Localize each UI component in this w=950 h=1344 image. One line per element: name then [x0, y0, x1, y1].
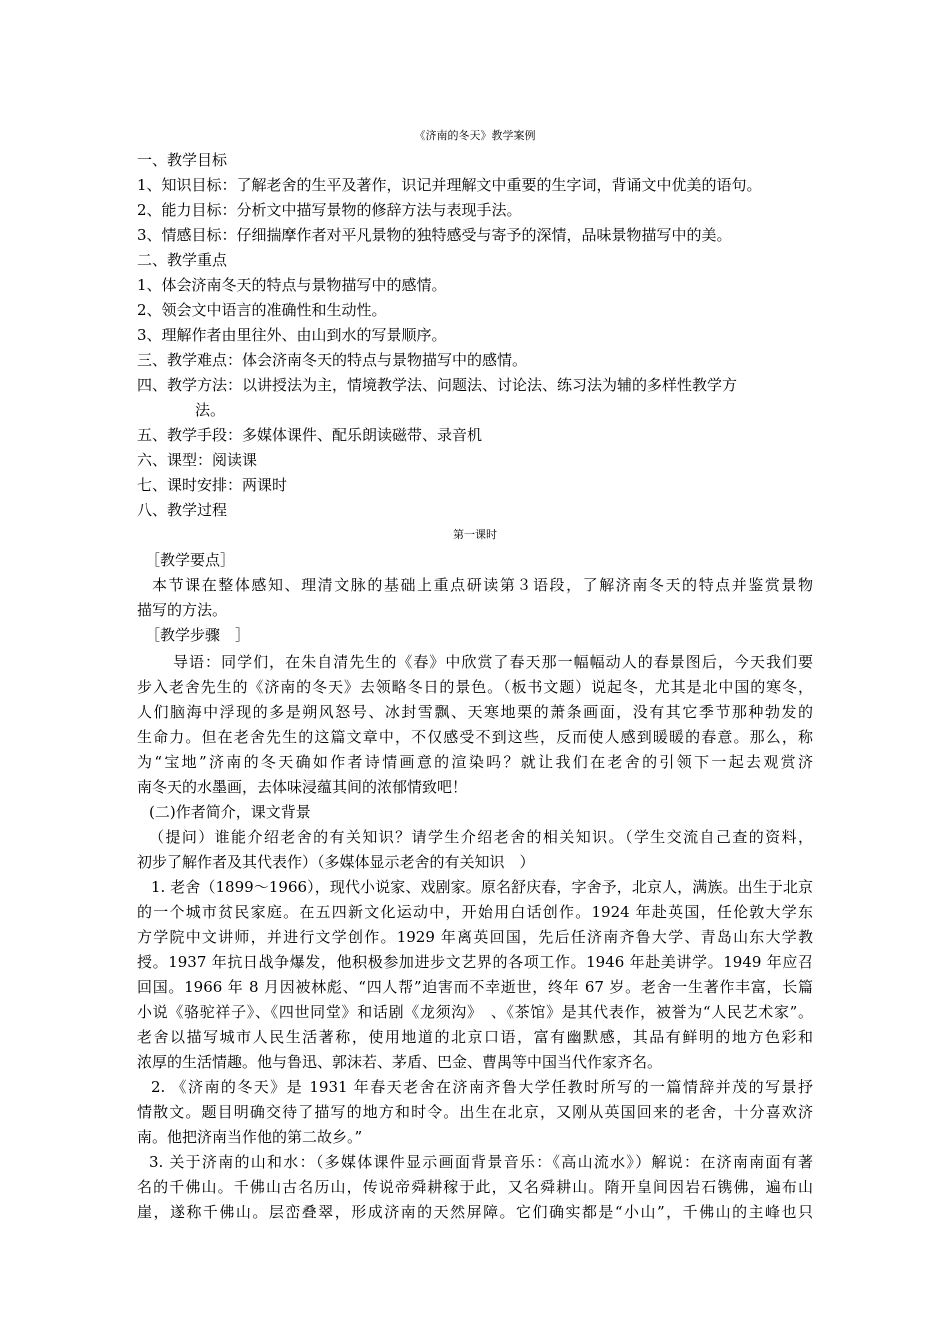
question-line: （提问）谁能介绍老舍的有关知识？请学生介绍老舍的相关知识。（学生交流自己查的资料，	[149, 828, 813, 846]
section-process: 八、教学过程	[137, 501, 228, 519]
section-difficulty: 三、教学难点：体会济南冬天的特点与景物描写中的感情。	[137, 351, 528, 369]
author-bio-line: 1. 老舍（1899～1966），现代小说家、戏剧家。原名舒庆春，字舍予，北京人，满族。出生于北京	[151, 878, 813, 896]
objective-item: 1、知识目标：了解老舍的生平及著作，识记并理解文中重要的生字词，背诵文中优美的语句。	[137, 176, 762, 194]
intro-paragraph-line: 人们脑海中浮现的多是朔风怒号、冰封雪飘、天寒地栗的萧条画面，没有其它季节那种勃发的	[137, 703, 813, 721]
section-tools: 五、教学手段：多媒体课件、配乐朗读磁带、录音机	[137, 426, 483, 444]
question-line: 初步了解作者及其代表作）（多媒体显示老舍的有关知识 ）	[137, 853, 535, 871]
key-point-item: 2、领会文中语言的准确性和生动性。	[137, 301, 387, 319]
intro-paragraph-line: 为“宝地”济南的冬天确如作者诗情画意的渲染吗？就让我们在老舍的引领下一起去观赏济	[137, 753, 813, 771]
objective-item: 3、情感目标：仔细揣摩作者对平凡景物的独特感受与寄予的深情，品味景物描写中的美。	[137, 226, 732, 244]
document-title: 《济南的冬天》教学案例	[414, 129, 536, 142]
mountains-water-line: 3. 关于济南的山和水：（多媒体课件显示画面背景音乐：《高山流水》）解说：在济南南面有著	[149, 1153, 813, 1171]
section-lesson-type: 六、课型：阅读课	[137, 451, 258, 469]
key-points-text: 描写的方法。	[137, 601, 228, 619]
steps-label: ［教学步骤 ］	[145, 626, 251, 644]
author-bio-line: 的一个城市贫民家庭。在五四新文化运动中，开始用白话创作。1924 年赴英国，任伦敦大学东	[137, 903, 813, 921]
key-points-label: ［教学要点］	[145, 551, 236, 569]
intro-paragraph-line: 步入老舍先生的《济南的冬天》去领略冬日的景色。（板书文题）说起冬，尤其是北中国的寒冬，	[137, 678, 813, 696]
section-heading-key-points: 二、教学重点	[137, 251, 228, 269]
section-methods: 四、教学方法：以讲授法为主，情境教学法、问题法、讨论法、练习法为辅的多样性教学方	[137, 376, 738, 394]
author-bio-line: 授。1937 年抗日战争爆发，他积极参加进步文艺界的各项工作。1946 年赴美讲学。1949 年应召	[137, 953, 813, 971]
author-bio-line: 小说《骆驼祥子》、《四世同堂》和话剧《龙须沟》 、《茶馆》是其代表作，被誉为“人民艺术家”。	[137, 1003, 813, 1021]
background-line: 2. 《济南的冬天》是 1931 年春天老舍在济南齐鲁大学任教时所写的一篇情辞并茂的写景抒	[151, 1078, 813, 1096]
background-line: 情散文。题目明确交待了描写的地方和时令。出生在北京，又刚从英国回来的老舍，十分喜欢济	[137, 1103, 813, 1121]
section-schedule: 七、课时安排：两课时	[137, 476, 288, 494]
lesson-heading: 第一课时	[453, 528, 497, 541]
key-points-text: 本节课在整体感知、理清文脉的基础上重点研读第３语段，了解济南冬天的特点并鉴赏景物	[152, 576, 813, 594]
author-section-heading: (二)作者简介，课文背景	[149, 803, 311, 821]
author-bio-line: 老舍以描写城市人民生活著称，使用地道的北京口语，富有幽默感，其品有鲜明的地方色彩和	[137, 1028, 813, 1046]
section-methods-continued: 法。	[195, 401, 226, 419]
key-point-item: 1、体会济南冬天的特点与景物描写中的感情。	[137, 276, 447, 294]
author-bio-line: 回国。1966 年 8 月因被林彪、“四人帮”迫害而不幸逝世，终年 67 岁。老舍一生著作丰富，长篇	[137, 978, 813, 996]
key-point-item: 3、理解作者由里往外、由山到水的写景顺序。	[137, 326, 447, 344]
author-bio-line: 方学院中文讲师，并进行文学创作。1929 年离英回国，先后任济南齐鲁大学、青岛山东大学教	[137, 928, 813, 946]
intro-paragraph-line: 南冬天的水墨画，去体味浸蕴其间的浓郁情致吧！	[137, 778, 468, 796]
intro-paragraph-line: 生命力。但在老舍先生的这篇文章中，不仅感受不到这些，反而使人感到暖暖的春意。那么，称	[137, 728, 813, 746]
intro-paragraph-line: 导语：同学们，在朱自清先生的《春》中欣赏了春天那一幅幅动人的春景图后，今天我们要	[173, 653, 813, 671]
mountains-water-line: 名的千佛山。千佛山古名历山，传说帝舜耕稼于此，又名舜耕山。隋开皇间因岩石镌佛，遍布山	[137, 1178, 813, 1196]
mountains-water-line: 崖，遂称千佛山。层峦叠翠，形成济南的天然屏障。它们确实都是“小山”，千佛山的主峰也只	[137, 1203, 813, 1221]
background-line: 南。他把济南当作他的第二故乡。”	[137, 1128, 363, 1146]
author-bio-line: 浓厚的生活情趣。他与鲁迅、郭沫若、茅盾、巴金、曹禺等中国当代作家齐名。	[137, 1053, 663, 1071]
objective-item: 2、能力目标：分析文中描写景物的修辞方法与表现手法。	[137, 201, 522, 219]
section-heading-objectives: 一、教学目标	[137, 151, 228, 169]
